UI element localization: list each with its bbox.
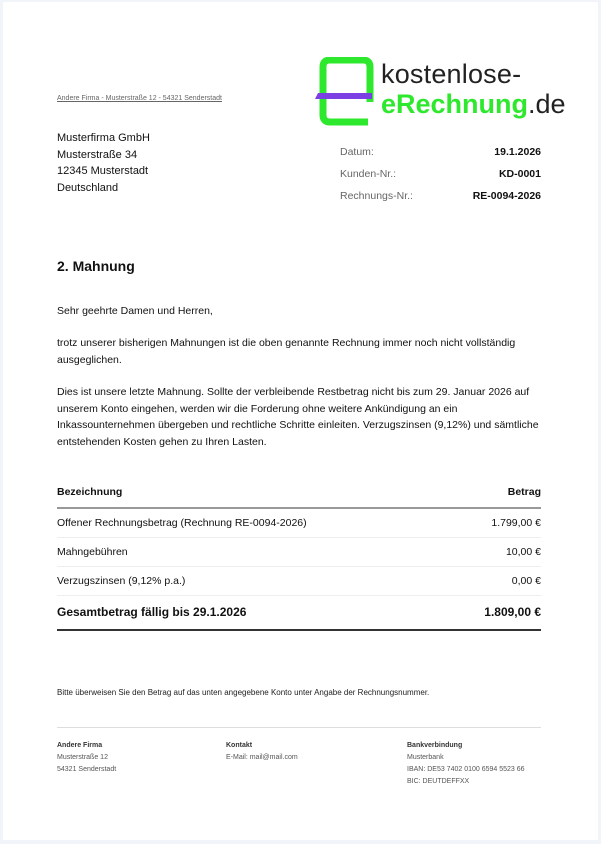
footer-company-head: Andere Firma bbox=[57, 742, 103, 749]
meta-value: 19.1.2026 bbox=[494, 146, 541, 158]
document-meta bbox=[340, 145, 541, 211]
meta-value: RE-0094-2026 bbox=[472, 190, 541, 202]
recipient-line: Musterfirma GmbH bbox=[57, 132, 150, 144]
recipient-line: Musterstraße 34 bbox=[57, 148, 138, 161]
table-row bbox=[57, 538, 541, 567]
total-description: Gesamtbetrag fällig bis 29.1.2026 bbox=[57, 605, 247, 619]
logo-text-tld: .de bbox=[528, 89, 566, 119]
row-description: Offener Rechnungsbetrag (Rechnung RE-0094-2026) bbox=[57, 517, 307, 529]
table-header bbox=[57, 480, 541, 509]
header-description: Bezeichnung bbox=[57, 486, 123, 498]
document-title: 2. Mahnung bbox=[57, 258, 135, 274]
recipient-line: 12345 Musterstadt bbox=[57, 165, 149, 177]
footer-line: Musterstraße 12 bbox=[57, 754, 108, 761]
table-total-row bbox=[57, 596, 541, 631]
meta-label: Rechnungs-Nr.: bbox=[340, 190, 413, 202]
row-amount: 10,00 € bbox=[505, 546, 541, 558]
meta-row-date bbox=[340, 145, 541, 167]
footer-email: E-Mail: mail@mail.com bbox=[226, 754, 298, 761]
footer-bank bbox=[407, 740, 525, 788]
footer-iban: IBAN: DE53 7402 0100 6594 5523 66 bbox=[407, 766, 525, 773]
footer-contact-head: Kontakt bbox=[226, 742, 253, 749]
sender-address-line: Andere Firma - Musterstraße 12 - 54321 Senderstadt bbox=[57, 95, 222, 102]
recipient-address bbox=[57, 130, 150, 196]
meta-label: Datum: bbox=[340, 146, 374, 158]
row-description: Mahngebühren bbox=[57, 546, 128, 558]
salutation: Sehr geehrte Damen und Herren, bbox=[57, 305, 213, 317]
meta-value: KD-0001 bbox=[498, 168, 541, 180]
logo-text-line1: kostenlose- bbox=[381, 59, 522, 89]
row-description: Verzugszinsen (9,12% p.a.) bbox=[57, 575, 186, 587]
logo bbox=[312, 57, 566, 127]
row-amount: 1.799,00 € bbox=[491, 517, 541, 529]
recipient-line: Deutschland bbox=[57, 181, 119, 194]
row-amount: 0,00 € bbox=[511, 575, 541, 587]
header-amount: Betrag bbox=[507, 486, 541, 498]
body-paragraph-1: trotz unserer bisherigen Mahnungen ist die oben genannte Rechnung immer noch nicht vollständig ausgeglichen. bbox=[57, 337, 516, 366]
footer-divider bbox=[57, 727, 541, 728]
meta-row-invoice-number bbox=[340, 189, 541, 211]
logo-e-icon bbox=[312, 57, 382, 127]
meta-label: Kunden-Nr.: bbox=[340, 168, 397, 180]
logo-text-brand: eRechnung bbox=[381, 89, 529, 119]
footer-bic: BIC: DEUTDEFFXX bbox=[407, 778, 470, 785]
charges-table bbox=[57, 480, 541, 631]
total-amount: 1.809,00 € bbox=[484, 605, 541, 619]
payment-note: Bitte überweisen Sie den Betrag auf das unten angegebene Konto unter Angabe der Rechnungsnummer. bbox=[57, 688, 430, 697]
footer-company bbox=[57, 740, 116, 776]
footer-line: 54321 Senderstadt bbox=[57, 766, 117, 773]
footer-contact bbox=[226, 740, 298, 764]
table-row bbox=[57, 567, 541, 596]
footer-bank-name: Musterbank bbox=[407, 754, 444, 761]
footer-bank-head: Bankverbindung bbox=[407, 742, 463, 749]
logo-text-line2 bbox=[381, 89, 566, 120]
table-row bbox=[57, 509, 541, 538]
body-paragraph-2: Dies ist unsere letzte Mahnung. Sollte der verbleibende Restbetrag nicht bis zum 29. Januar 2026 auf unserem Konto eingehen, werden wir die Forderung ohne weitere Ankündigung an ein Inkassounternehmen übergeben und rechtliche Schritte einleiten. Verzugszinsen (9,12%) und sämtliche entstehenden Kosten gehen zu Ihren Lasten. bbox=[57, 386, 539, 448]
meta-row-customer-number bbox=[340, 167, 541, 189]
